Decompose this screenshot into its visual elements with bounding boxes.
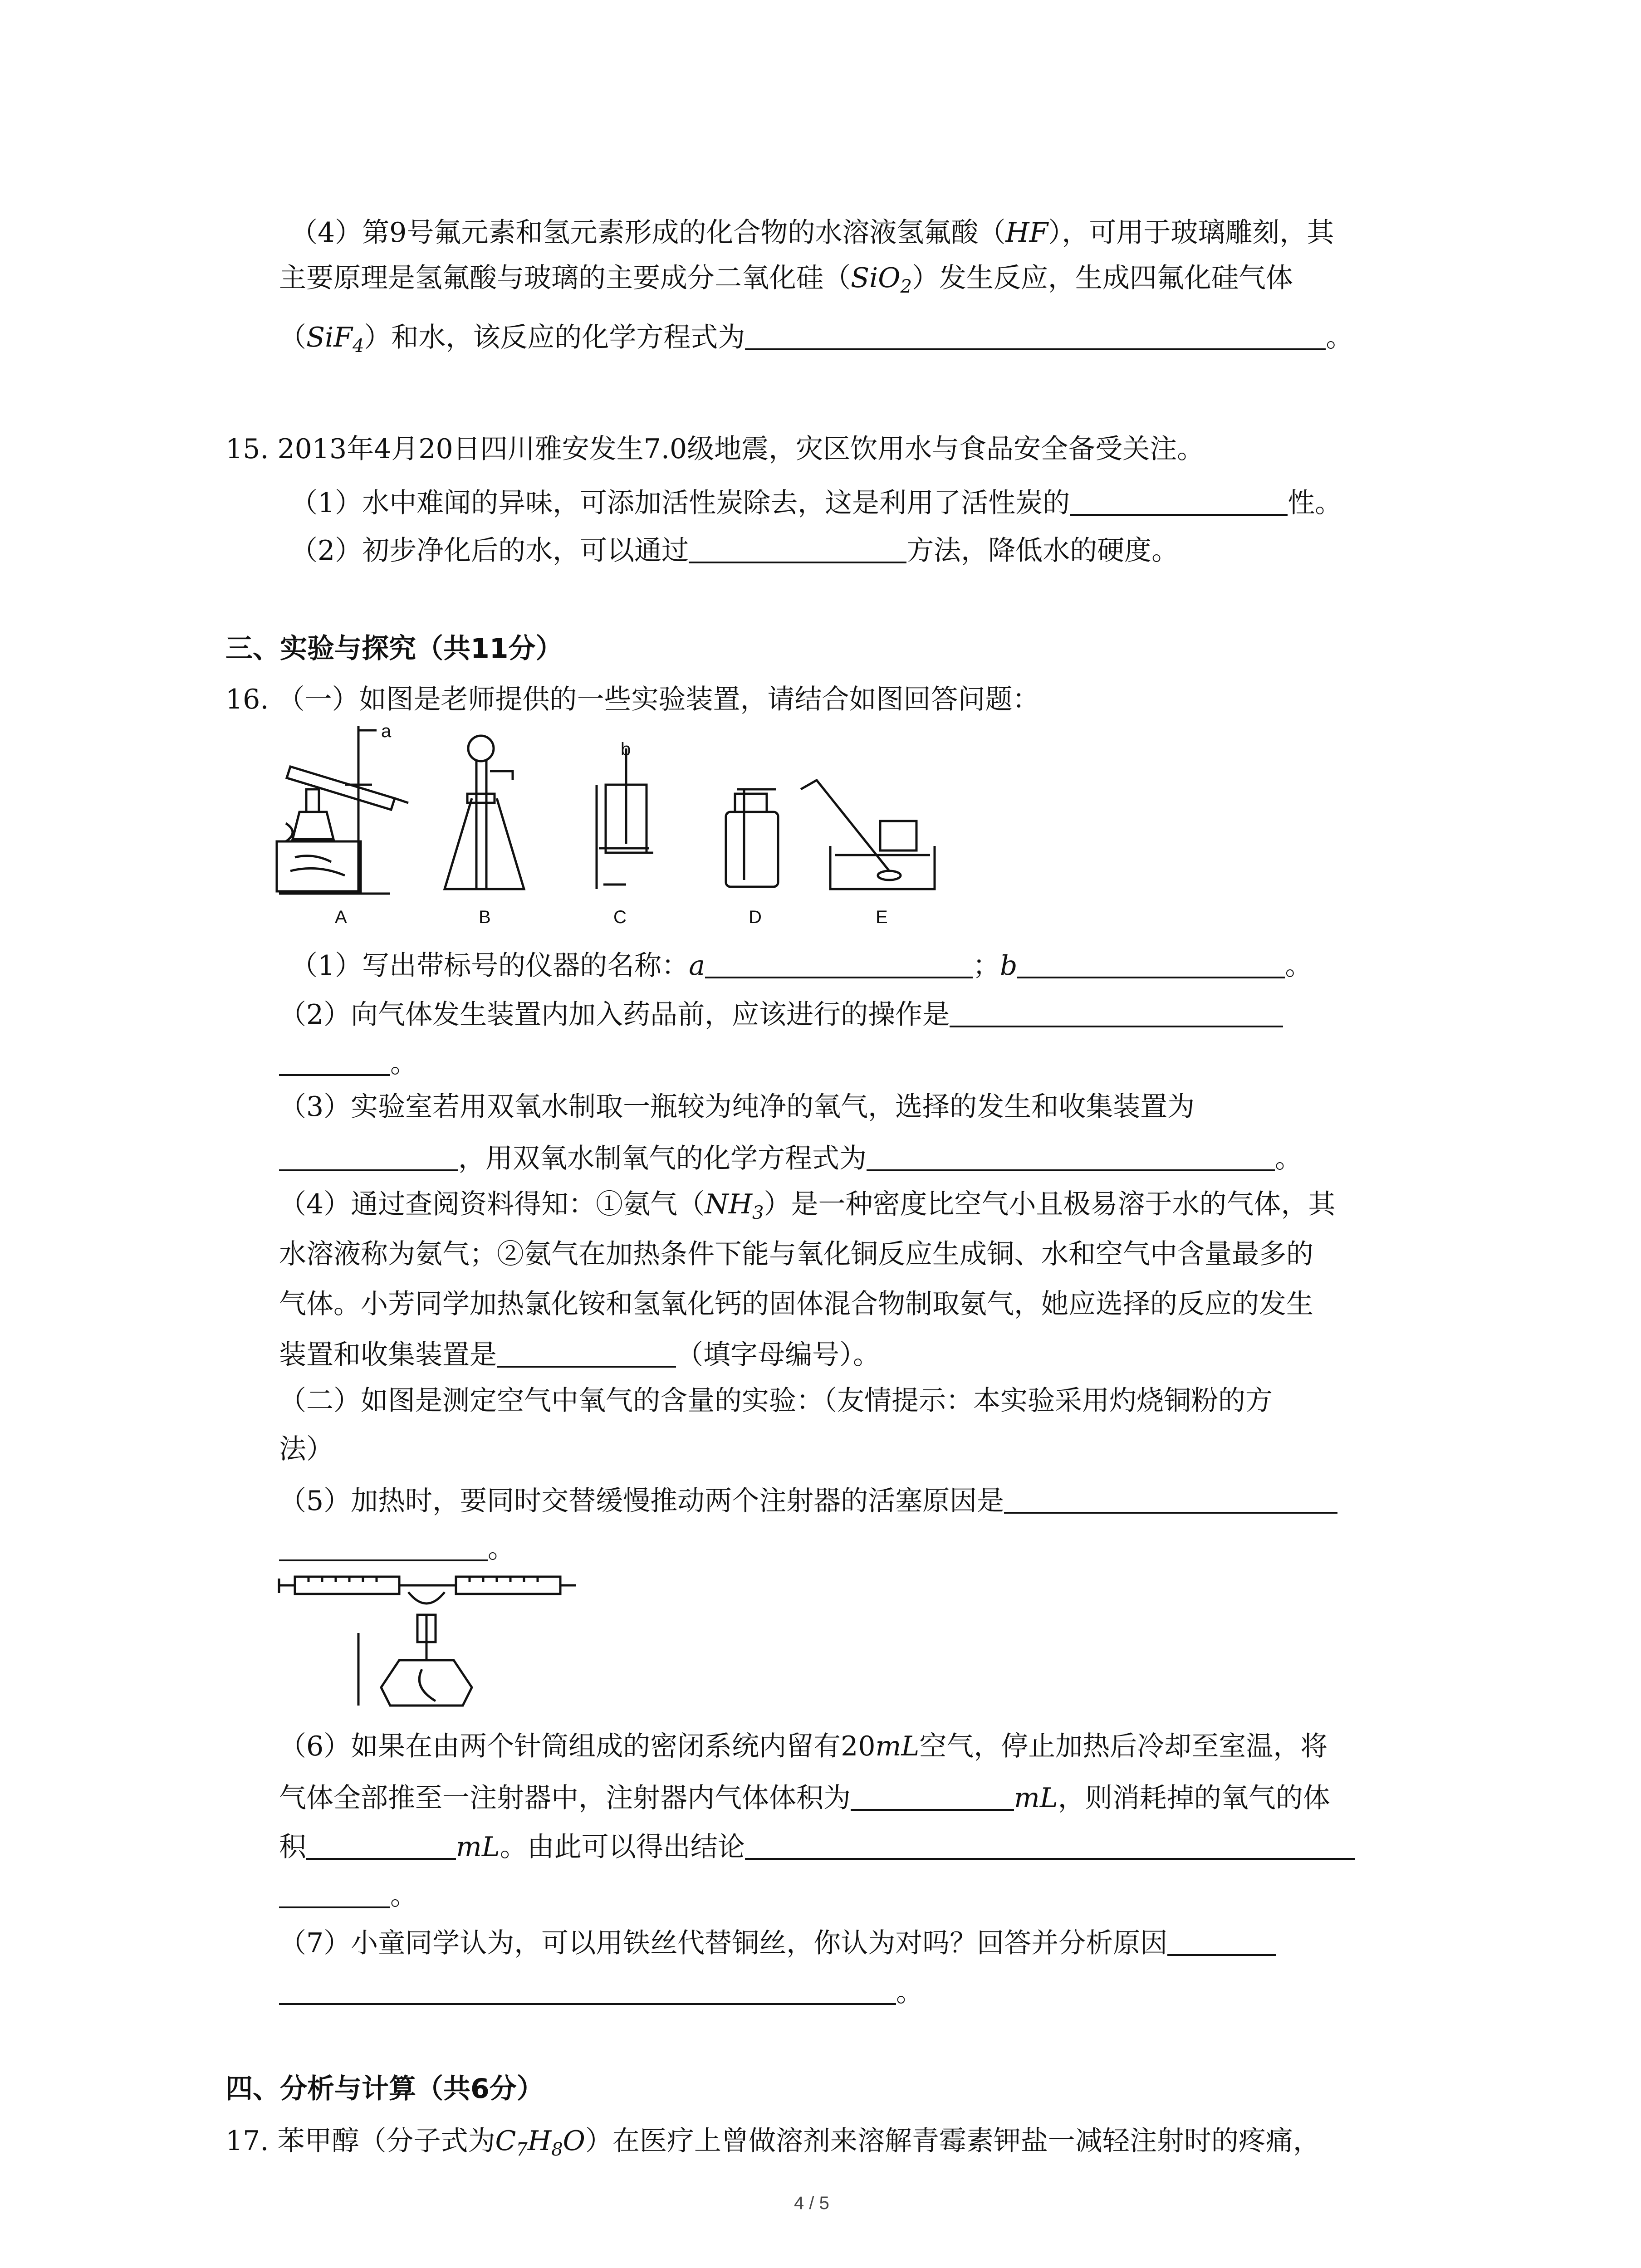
q16-part7-cont: 。 [279,1977,923,2006]
label-D: D [749,907,762,927]
q16-stem: 16. （一）如图是老师提供的一些实验装置，请结合如图回答问题： [225,684,1040,715]
q14-4-text: ），可用于玻璃雕刻，其 [1048,217,1334,249]
answer-blank[interactable] [1167,1928,1276,1956]
q16-part-two: （二）如图是测定空气中氧气的含量的实验：（友情提示：本实验采用灼烧铜粉的方 [279,1385,1273,1417]
section-4-heading: 四、分析与计算（共6分） [225,2073,544,2105]
q17-stem: 17. 苯甲醇（分子式为$C_7H_8O$）在医疗上曾做溶剂来溶解青霉素钾盐一减轻注射时的疼痛， [225,2125,1320,2160]
label-B: B [479,907,491,927]
formula-sif4: SiF$_4$ [306,322,364,357]
q15-part1: （1）水中难闻的异味，可添加活性炭除去，这是利用了活性炭的 性。 [290,487,1342,519]
q14-4-text: 主要原理是氢氟酸与玻璃的主要成分二氧化硅（ [279,262,851,294]
q14-4-text: （ [279,322,306,353]
q16-part6-line2: 气体全部推至一注射器中，注射器内气体体积为 mL，则消耗掉的氧气的体 [279,1782,1330,1814]
section-3-heading: 三、实验与探究（共11分） [225,633,563,665]
q16-part6: （6）如果在由两个针筒组成的密闭系统内留有20mL空气，停止加热后冷却至室温，将 [279,1730,1328,1762]
q16-part5: （5）加热时，要同时交替缓慢推动两个注射器的活塞原因是 [279,1486,1337,1515]
q16-part1: （1）写出带标号的仪器的名称：a ；b 。 [290,950,1313,982]
q14-4-text: ）发生反应，生成四氟化硅气体 [911,262,1293,294]
answer-blank[interactable] [306,1832,456,1860]
q16-part4: （4）通过查阅资料得知：①氨气$(NH_3)$是一种密度比空气小且极易溶于水的气体，其 [279,1188,1336,1223]
q14-4-text: 。 [1326,322,1353,353]
q16-part4-line2: 水溶液称为氨气；②氨气在加热条件下能与氧化铜反应生成铜、水和空气中含量最多的 [279,1238,1313,1270]
formula-hf: HF [1005,217,1048,249]
q16-part3: （3）实验室若用双氧水制取一瓶较为纯净的氧气，选择的发生和收集装置为 [279,1091,1195,1123]
q16-part-two-cont: 法） [279,1433,333,1465]
q16-part5-cont: 。 [279,1533,515,1562]
answer-blank[interactable] [745,1832,1355,1860]
q15-part2: （2）初步净化后的水，可以通过 方法，降低水的硬度。 [290,535,1179,567]
label-C: C [613,907,627,927]
q14-4-text: （4）第9号氟元素和氢元素形成的化合物的水溶液氢氟酸（ [290,217,1006,249]
q16-part7: （7）小童同学认为，可以用铁丝代替铜丝，你认为对吗？回答并分析原因 [279,1928,1276,1957]
answer-blank[interactable] [279,1880,390,1908]
q16-part6-line3: 积 mL。由此可以得出结论 [279,1832,1355,1861]
answer-blank[interactable] [279,1977,896,2005]
formula-sio2: SiO$_2$ [851,262,912,297]
q16-part2: （2）向气体发生装置内加入药品前，应该进行的操作是 [279,999,1283,1028]
label-A: A [335,907,347,927]
q16-part4-line3: 气体。小芳同学加热氯化铵和氢氧化钙的固体混合物制取氨气，她应选择的反应的发生 [279,1288,1313,1320]
label-b: b [621,739,631,759]
answer-blank[interactable] [851,1783,1014,1811]
q16-part2-cont: 。 [279,1048,417,1077]
q16-part4-line4: 装置和收集装置是 （填字母编号）。 [279,1339,880,1371]
page-number: 4 / 5 [794,2193,829,2213]
label-a: a [381,721,392,741]
label-E: E [876,907,888,927]
q15-stem: 15. 2013年4月20日四川雅安发生7.0级地震，灾区饮用水与食品安全备受关注。 [225,433,1205,465]
q16-part3-cont: ，用双氧水制氧气的化学方程式为 。 [279,1143,1302,1172]
q14-4-text: ）和水，该反应的化学方程式为 [364,322,745,353]
q16-part6-line4: 。 [279,1880,417,1909]
